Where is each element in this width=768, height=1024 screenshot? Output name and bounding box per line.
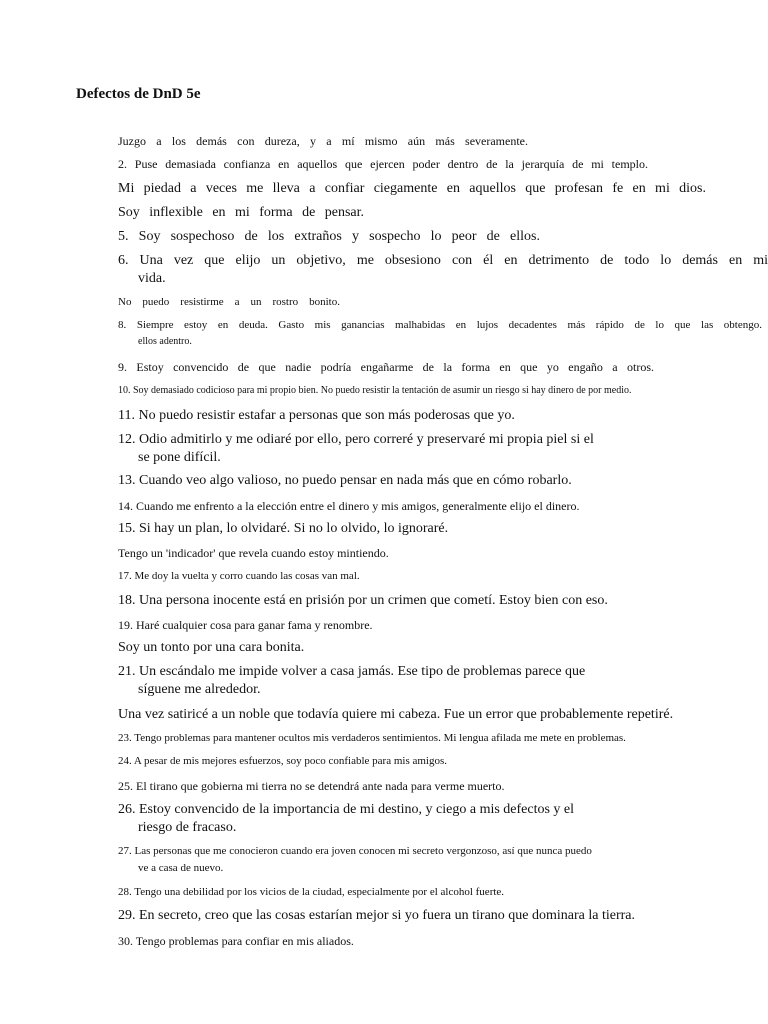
flaw-item-continuation: síguene me alrededor. xyxy=(138,682,261,697)
flaw-item: 25. El tirano que gobierna mi tierra no se detendrá ante nada para verme muerto. xyxy=(118,779,505,793)
flaw-item: Soy un tonto por una cara bonita. xyxy=(118,640,305,655)
flaw-item: 14. Cuando me enfrento a la elección entre el dinero y mis amigos, generalmente elijo el dinero. xyxy=(118,499,580,513)
flaw-item: 27. Las personas que me conocieron cuando era joven conocen mi secreto vergonzoso, así que nunca puedo xyxy=(118,845,592,857)
flaw-item: 30. Tengo problemas para confiar en mis aliados. xyxy=(118,934,354,948)
flaw-item: 26. Estoy convencido de la importancia de mi destino, y ciego a mis defectos y el xyxy=(118,802,575,817)
flaw-item: 21. Un escándalo me impide volver a casa jamás. Ese tipo de problemas parece que xyxy=(118,664,586,679)
flaw-item-continuation: vida. xyxy=(138,271,166,286)
flaw-item: 13. Cuando veo algo valioso, no puedo pensar en nada más que en cómo robarlo. xyxy=(118,473,572,488)
flaw-item: Una vez satiricé a un noble que todavía quiere mi cabeza. Fue un error que probablemente repetiré. xyxy=(118,707,674,722)
flaw-item: 15. Si hay un plan, lo olvidaré. Si no lo olvido, lo ignoraré. xyxy=(118,521,449,536)
flaw-item: 17. Me doy la vuelta y corro cuando las cosas van mal. xyxy=(118,570,360,582)
flaw-item: 29. En secreto, creo que las cosas estarían mejor si yo fuera un tirano que dominara la tierra. xyxy=(118,908,636,923)
flaw-item-continuation: ellos adentro. xyxy=(138,336,192,347)
document-title: Defectos de DnD 5e xyxy=(76,86,201,102)
flaw-item: 9. Estoy convencido de que nadie podría engañarme de la forma en que yo engaño a otros. xyxy=(118,360,654,374)
flaw-item: No puedo resistirme a un rostro bonito. xyxy=(118,296,340,308)
flaw-item: 19. Haré cualquier cosa para ganar fama y renombre. xyxy=(118,618,373,632)
flaw-item-continuation: ve a casa de nuevo. xyxy=(138,862,224,874)
flaw-item: 11. No puedo resistir estafar a personas que son más poderosas que yo. xyxy=(118,408,515,423)
flaw-item: 5. Soy sospechoso de los extraños y sospecho lo peor de ellos. xyxy=(118,229,540,244)
flaw-item: Mi piedad a veces me lleva a confiar ciegamente en aquellos que profesan fe en mi dios. xyxy=(118,181,706,196)
flaw-item: 24. A pesar de mis mejores esfuerzos, soy poco confiable para mis amigos. xyxy=(118,755,448,767)
flaw-item: 10. Soy demasiado codicioso para mi propio bien. No puedo resistir la tentación de asumir un riesgo si hay dinero de por medio. xyxy=(118,385,632,396)
flaw-item: Soy inflexible en mi forma de pensar. xyxy=(118,205,364,220)
flaw-item-continuation: se pone difícil. xyxy=(138,450,221,465)
flaw-item-continuation: riesgo de fracaso. xyxy=(138,820,237,835)
flaw-item: Tengo un 'indicador' que revela cuando estoy mintiendo. xyxy=(118,546,389,560)
flaw-item: 2. Puse demasiada confianza en aquellos que ejercen poder dentro de la jerarquía de mi templo. xyxy=(118,157,648,171)
flaw-item: 28. Tengo una debilidad por los vicios de la ciudad, especialmente por el alcohol fuerte. xyxy=(118,886,505,898)
flaw-item: 6. Una vez que elijo un objetivo, me obsesiono con él en detrimento de todo lo demás en mi xyxy=(118,253,768,268)
flaw-item: 12. Odio admitirlo y me odiaré por ello, pero correré y preservaré mi propia piel si el xyxy=(118,432,594,447)
flaw-item: 18. Una persona inocente está en prisión por un crimen que cometí. Estoy bien con eso. xyxy=(118,593,608,608)
flaw-item: Juzgo a los demás con dureza, y a mí mismo aún más severamente. xyxy=(118,134,528,148)
flaw-item: 8. Siempre estoy en deuda. Gasto mis ganancias malhabidas en lujos decadentes más rápido de lo que las obtengo. xyxy=(118,319,762,331)
flaw-item: 23. Tengo problemas para mantener ocultos mis verdaderos sentimientos. Mi lengua afilada me mete en problemas. xyxy=(118,732,626,744)
